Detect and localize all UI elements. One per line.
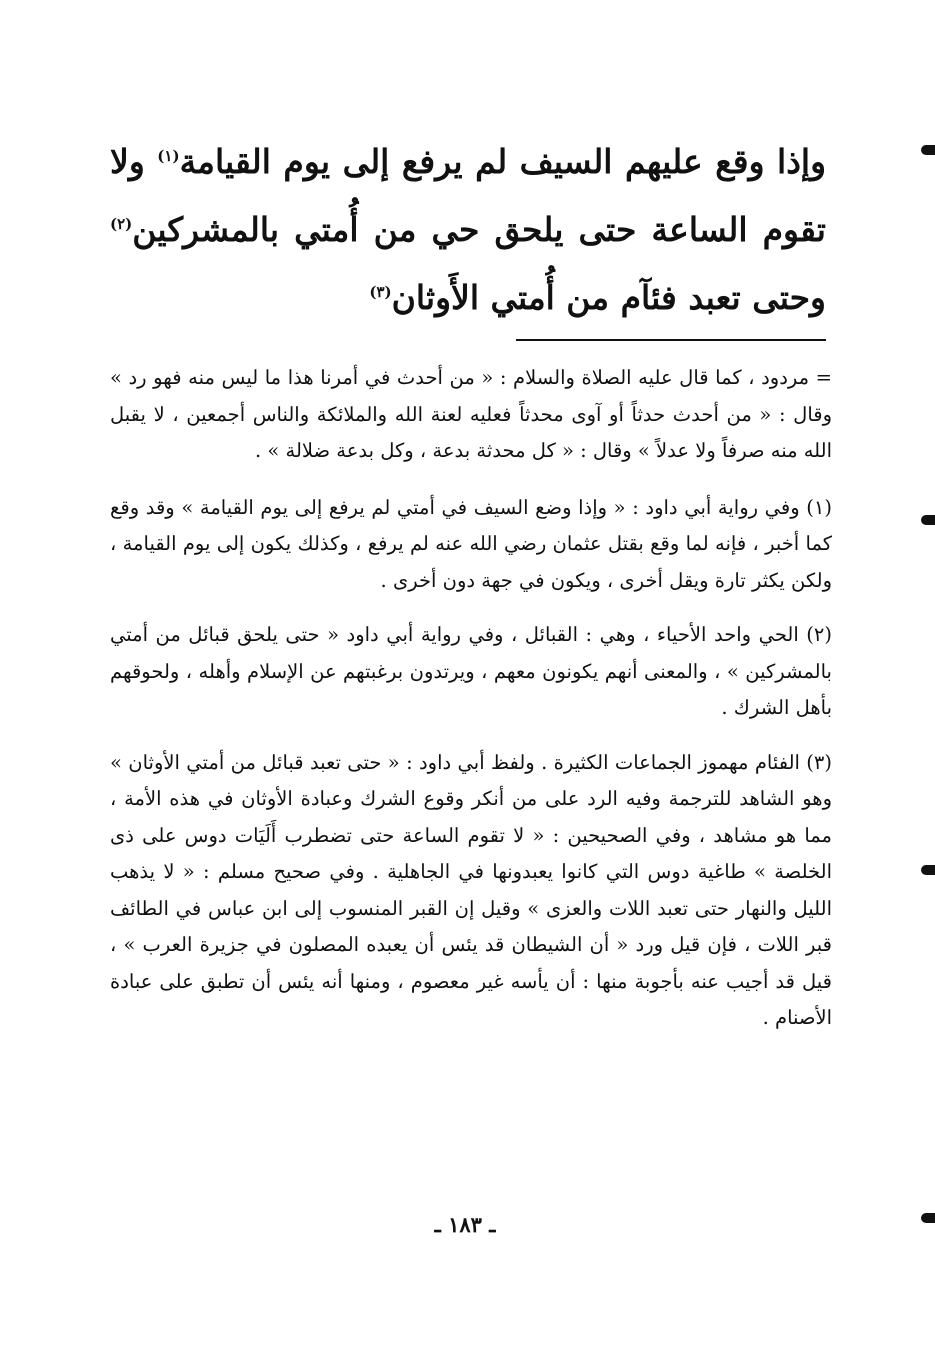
footnote-1: (١) وفي رواية أبي داود : « وإذا وضع السيف في أمتي لم يرفع إلى يوم القيامة » وقد وقع كما أخبر ، فإنه لما وقع بقتل عثمان رضي الله عنه لم يرفع ، وكذلك يكون إلى يوم القيامة ، ولكن يكثر تارة ويقل أخرى ، ويكون في جهة دون أخرى . xyxy=(110,495,832,592)
page-number: ـ ١٨٣ ـ xyxy=(434,1212,496,1237)
footnotes xyxy=(110,360,832,1055)
binding-mark xyxy=(921,515,935,525)
footnote-ref-2: (٢) xyxy=(110,215,133,233)
footnote-ref-3: (٣) xyxy=(369,283,392,301)
hadith-text xyxy=(110,128,826,332)
footnote-ref-1: (١) xyxy=(157,147,180,165)
binding-mark xyxy=(921,145,935,155)
hadith-line-2: الساعة حتى يلحق حي من أُمتي بالمشركين xyxy=(132,210,748,249)
hadith-line-3: من أُمتي الأَوثان xyxy=(391,278,610,317)
footnote-2: (٢) الحي واحد الأحياء ، وهي : القبائل ، وفي رواية أبي داود « حتى يلحق قبائل من أمتي بالمشركين » ، والمعنى أنهم يكونون معهم ، ويرتدون برغبتهم عن الإسلام وأهله ، ولحوقهم بأهل الشرك . xyxy=(110,623,832,719)
hadith-line xyxy=(110,128,826,332)
hadith-line-2-end: وحتى تعبد فئآم xyxy=(620,278,826,317)
footnote-continuation: = مردود ، كما قال عليه الصلاة والسلام : « من أحدث في أمرنا هذا ما ليس منه فهو رد » وقال : « من أحدث حدثاً أو آوى محدثاً فعليه لعنة الله والملائكة والناس أجمعين ، لا يقبل الله منه صرفاً ولا عدلاً » وقال : « كل محدثة بدعة ، وكل بدعة ضلالة » . xyxy=(110,366,832,462)
binding-mark xyxy=(921,1213,935,1223)
binding-mark xyxy=(921,865,935,875)
hadith-line-1-end: ولا تقوم xyxy=(110,142,826,249)
hadith-line-1: وإذا وقع عليهم السيف لم يرفع إلى يوم القيامة xyxy=(179,142,827,181)
footnote-3: (٣) الفئام مهموز الجماعات الكثيرة . ولفظ أبي داود : « حتى تعبد قبائل من أمتي الأوثان » وهو الشاهد للترجمة وفيه الرد على من أنكر وقوع الشرك وعبادة الأوثان في هذه الأمة ، مما هو مشاهد ، وفي الصحيحين : « لا تقوم الساعة حتى تضطرب أَلَيَات دوس على ذى الخلصة » طاغية دوس التي كانوا يعبدونها في الجاهلية . وفي صحيح مسلم : « لا يذهب الليل والنهار حتى تعبد اللات والعزى » وقيل إن القبر المنسوب إلى ابن عباس في الطائف قبر اللات ، فإن قيل ورد « أن الشيطان قد يئس أن يعبده المصلون في جزيرة العرب » ، قيل قد أجيب عنه بأجوبة منها : أن يأسه غير معصوم ، ومنها أنه يئس أن تطبق على عبادة الأصنام . xyxy=(110,750,832,1029)
footnote-separator xyxy=(516,339,826,341)
